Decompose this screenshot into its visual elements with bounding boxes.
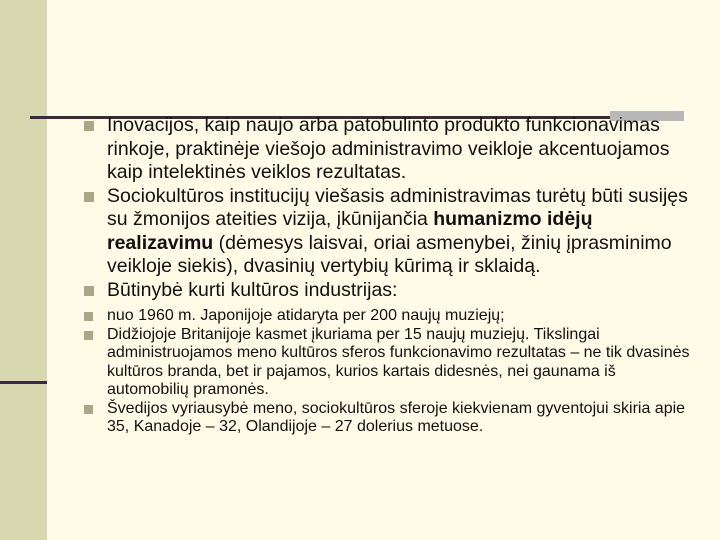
square-bullet-icon [84, 286, 94, 296]
bullet-item [84, 279, 700, 303]
bullet-text: Inovacijos, kaip naujo arba patobulinto produkto funkcionavimas rinkoje, praktinėje viešojo administravimo veikloje akcentuojamos kaip intelektinės veiklos rezultatas. [107, 114, 670, 183]
sub-bullet-text: nuo 1960 m. Japonijoje atidaryta per 200 naujų muziejų; [107, 307, 505, 324]
sub-bullet-text: Didžiojoje Britanijoje kasmet įkuriama per 15 naujų muziejų. Tikslingai administruojamos meno kultūros sferos funkcionavimo rezultatas – ne tik dvasinės kultūros branda, bet ir pajamos, kurios kartais didesnės, nei gaunama iš automobilių pramonės. [107, 325, 690, 398]
square-bullet-icon [84, 121, 94, 131]
sub-bullet-list [84, 307, 700, 437]
square-bullet-icon [84, 331, 93, 340]
main-bullet-list [84, 114, 700, 302]
square-bullet-icon [84, 312, 93, 321]
square-bullet-icon [84, 192, 94, 202]
left-decor-band [0, 0, 47, 540]
slide-content [84, 114, 700, 437]
sub-bullet-text: Švedijos vyriausybė meno, sociokultūros sferoje kiekvienam gyventojui skiria apie 35, Kanadoje – 32, Olandijoje – 27 dolerius metuose. [107, 399, 686, 435]
bullet-text-pre: Sociokultūros institucijų viešasis administravimas turėtų būti susijęs su žmonijos ateities vizija, įkūnijančia [107, 184, 688, 230]
sub-bullet-item [84, 400, 700, 437]
bullet-text: Būtinybė kurti kultūros industrijas: [107, 278, 398, 301]
left-divider-line [0, 381, 47, 384]
sub-bullet-item [84, 326, 700, 400]
square-bullet-icon [84, 405, 93, 414]
sub-bullet-item [84, 307, 700, 326]
bullet-text-post: (dėmesys laisvai, oriai asmenybei, žinių įprasminimo veikloje siekis), dvasinių vertybių kūrimą ir sklaidą. [107, 231, 672, 277]
bullet-item [84, 185, 700, 279]
bullet-item [84, 114, 700, 185]
bullet-text-bold: humanizmo idėjų realizavimu [107, 208, 593, 254]
